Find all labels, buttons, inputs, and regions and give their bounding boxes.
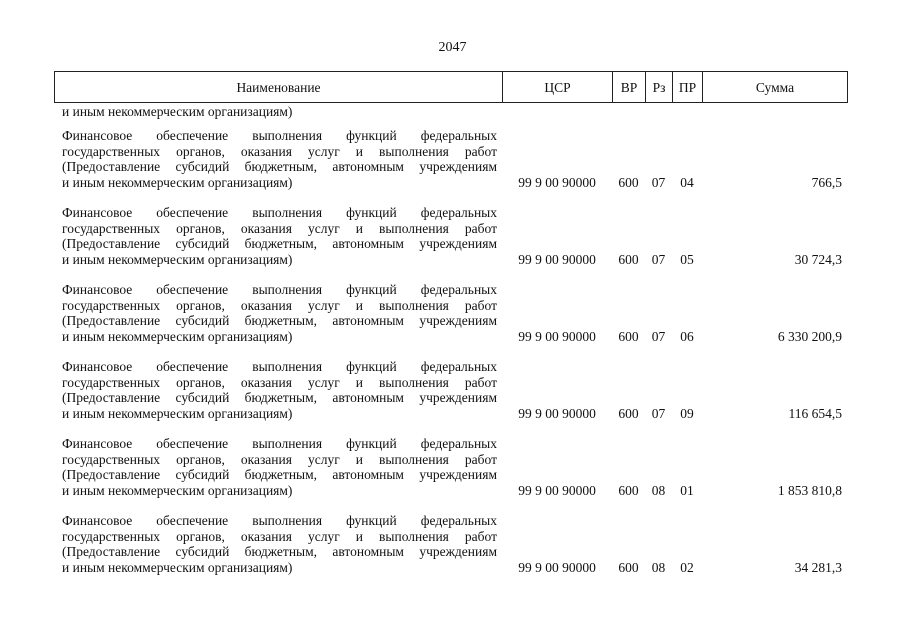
table-row — [0, 513, 905, 575]
row-name-line: (Предоставление субсидий бюджетным, автономным учреждениям — [62, 313, 497, 328]
row-name-line: государственных органов, оказания услуг и выполнения работ — [62, 143, 497, 159]
row-name-line: государственных органов, оказания услуг и выполнения работ — [62, 220, 497, 236]
row-name-line: государственных органов, оказания услуг и выполнения работ — [62, 451, 497, 467]
row-sum: 766,5 — [811, 174, 842, 190]
row-sum: 116 654,5 — [788, 405, 842, 421]
row-name-line: Финансовое обеспечение выполнения функций федеральных — [62, 436, 497, 451]
row-vr: 600 — [618, 559, 639, 575]
row-name — [62, 205, 497, 267]
row-vr: 600 — [618, 482, 639, 498]
row-name-line: Финансовое обеспечение выполнения функций федеральных — [62, 359, 497, 374]
row-name-line: государственных органов, оказания услуг и выполнения работ — [62, 374, 497, 390]
row-name-line: Финансовое обеспечение выполнения функций федеральных — [62, 128, 497, 143]
row-name-line: и иным некоммерческим организациям) — [62, 328, 293, 344]
row-pr: 05 — [680, 251, 694, 267]
row-name-line: государственных органов, оказания услуг и выполнения работ — [62, 528, 497, 544]
row-rz: 07 — [651, 328, 666, 344]
row-name — [62, 436, 497, 498]
row-name-line: (Предоставление субсидий бюджетным, автономным учреждениям — [62, 467, 497, 482]
page-number: 2047 — [438, 40, 467, 55]
row-name-line: и иным некоммерческим организациям) — [62, 482, 293, 498]
row-sum: 6 330 200,9 — [777, 328, 842, 344]
table-row — [0, 128, 905, 190]
row-vr: 600 — [618, 174, 639, 190]
row-csr: 99 9 00 90000 — [518, 328, 596, 344]
row-name-line: и иным некоммерческим организациям) — [62, 559, 293, 575]
header-name: Наименование — [55, 72, 503, 102]
row-csr: 99 9 00 90000 — [518, 482, 596, 498]
row-name — [62, 359, 497, 421]
row-name-line: и иным некоммерческим организациям) — [62, 251, 293, 267]
row-vr: 600 — [618, 405, 639, 421]
row-name-line: и иным некоммерческим организациям) — [62, 405, 293, 421]
row-rz: 08 — [651, 559, 666, 575]
header-pr: ПР — [673, 72, 703, 102]
row-csr: 99 9 00 90000 — [518, 405, 596, 421]
row-csr: 99 9 00 90000 — [518, 559, 596, 575]
row-name-line: Финансовое обеспечение выполнения функций федеральных — [62, 205, 497, 220]
header-rz: Рз — [646, 72, 673, 102]
table-row — [0, 359, 905, 421]
row-name-line: (Предоставление субсидий бюджетным, автономным учреждениям — [62, 236, 497, 251]
row-rz: 07 — [651, 405, 666, 421]
row-pr: 09 — [680, 405, 694, 421]
header-vr: ВР — [613, 72, 646, 102]
row-sum: 30 724,3 — [794, 251, 842, 267]
header-csr: ЦСР — [503, 72, 613, 102]
row-rz: 07 — [651, 251, 666, 267]
row-name — [62, 513, 497, 575]
row-name — [62, 128, 497, 190]
row-name-line: (Предоставление субсидий бюджетным, автономным учреждениям — [62, 544, 497, 559]
header-sum: Сумма — [755, 80, 795, 95]
table-row — [0, 436, 905, 498]
carry-over-text: и иным некоммерческим организациям) — [62, 104, 293, 119]
row-rz: 08 — [651, 482, 666, 498]
row-csr: 99 9 00 90000 — [518, 174, 596, 190]
row-sum: 34 281,3 — [794, 559, 842, 575]
row-vr: 600 — [618, 251, 639, 267]
row-csr: 99 9 00 90000 — [518, 251, 596, 267]
row-name-line: государственных органов, оказания услуг и выполнения работ — [62, 297, 497, 313]
row-rz: 07 — [651, 174, 666, 190]
table-row — [0, 205, 905, 267]
row-name-line: (Предоставление субсидий бюджетным, автономным учреждениям — [62, 390, 497, 405]
row-pr: 01 — [680, 482, 694, 498]
row-vr: 600 — [618, 328, 639, 344]
row-pr: 02 — [680, 559, 694, 575]
row-sum: 1 853 810,8 — [777, 482, 842, 498]
row-name-line: (Предоставление субсидий бюджетным, автономным учреждениям — [62, 159, 497, 174]
row-name-line: Финансовое обеспечение выполнения функций федеральных — [62, 282, 497, 297]
row-name — [62, 282, 497, 344]
table-row — [0, 282, 905, 344]
row-pr: 04 — [680, 174, 694, 190]
row-name-line: и иным некоммерческим организациям) — [62, 174, 293, 190]
row-pr: 06 — [680, 328, 694, 344]
row-name-line: Финансовое обеспечение выполнения функций федеральных — [62, 513, 497, 528]
